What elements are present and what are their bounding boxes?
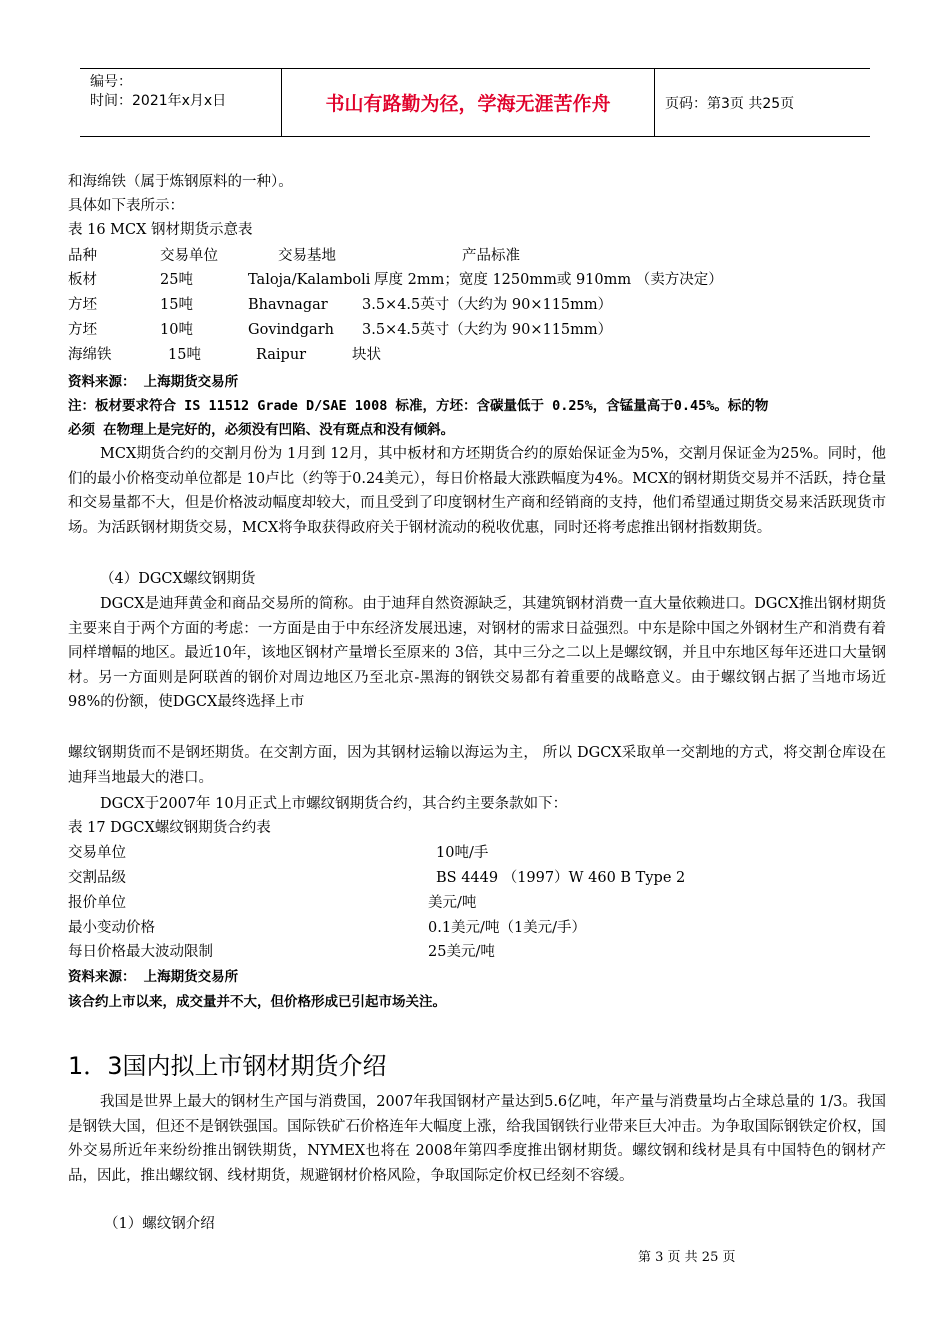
header-page-number: 页码：第3页 共25页 [665, 95, 795, 112]
table16-cell: 方坯 [68, 297, 97, 313]
table16-cell: Taloja/Kalamboli [248, 272, 371, 288]
table17-source: 资料来源： 上海期货交易所 [68, 969, 239, 985]
table17-cell: 0.1美元/吨（1美元/手） [428, 920, 587, 936]
table16-cell: 15吨 [160, 297, 193, 313]
table16-cell: 3.5×4.5英寸（大约为 90×115mm） [362, 322, 613, 338]
table16-cell: 厚度 2mm；宽度 1250mm或 910mm （卖方决定） [374, 272, 723, 288]
dgcx-heading: （4）DGCX螺纹钢期货 [100, 571, 256, 587]
paragraph-dgcx-2: 螺纹钢期货而不是钢坯期货。在交割方面，因为其钢材运输以海运为主， 所以 DGCX采取单一交割地的方式，将交割仓库设在迪拜当地最大的港口。 [68, 745, 886, 786]
table16-note-line2: 必须 在物理上是完好的，必须没有凹陷、没有斑点和没有倾斜。 [68, 422, 455, 438]
table16-cell: 海绵铁 [68, 347, 112, 363]
header-motto: 书山有路勤为径，学海无涯苦作舟 [282, 69, 655, 136]
table16-caption: 表 16 MCX 钢材期货示意表 [68, 222, 253, 238]
table16-note-line1: 注：板材要求符合 IS 11512 Grade D/SAE 1008 标准，方坯：含碳量低于 0.25%，含锰量高于0.45%。标的物 [68, 398, 769, 414]
see-table-line: 具体如下表所示： [68, 198, 184, 214]
paragraph-domestic: 我国是世界上最大的钢材生产国与消费国，2007年我国钢材产量达到5.6亿吨，年产量与消费量均占全球总量的 1/3。我国是钢铁大国，但还不是钢铁强国。国际铁矿石价格连年大幅度上涨，给我国钢铁行业带来巨大冲击。为争取国际钢铁定价权，国外交易所近年来纷纷推出钢铁期货，NYMEX也将在 2008年第四季度推出钢材期货。螺纹钢和线材是具有中国特色的钢材产品，因此，推出螺纹钢、线材期货，规避钢材价格风险，争取国际定价权已经刻不容缓。 [68, 1094, 886, 1184]
page-header [80, 68, 870, 137]
table17-cell: 交易单位 [68, 845, 126, 861]
table16-cell: 10吨 [160, 322, 193, 338]
table16-source: 资料来源： 上海期货交易所 [68, 374, 239, 390]
sub-heading: （1）螺纹钢介绍 [104, 1216, 215, 1232]
table17-cell: 美元/吨 [428, 895, 477, 911]
table17-cell: 报价单位 [68, 895, 126, 911]
table17-cell: BS 4449 （1997）W 460 B Type 2 [436, 870, 686, 886]
table16-header: 产品标准 [462, 248, 520, 264]
code-label: 编号： [90, 74, 132, 90]
table16-header: 交易基地 [278, 248, 336, 264]
table16-header: 交易单位 [160, 248, 218, 264]
page-footer: 第 3 页 共 25 页 [638, 1250, 736, 1265]
table17-caption: 表 17 DGCX螺纹钢期货合约表 [68, 820, 271, 836]
table17-cell: 最小变动价格 [68, 920, 155, 936]
paragraph-dgcx-3: DGCX于2007年 10月正式上市螺纹钢期货合约，其合约主要条款如下： [100, 796, 568, 812]
table16-cell: Raipur [256, 347, 307, 363]
table17-cell: 每日价格最大波动限制 [68, 944, 213, 960]
table16-cell: 15吨 [168, 347, 201, 363]
table16-cell: 板材 [68, 272, 97, 288]
table16-cell: 3.5×4.5英寸（大约为 90×115mm） [362, 297, 613, 313]
paragraph-mcx: MCX期货合约的交割月份为 1月到 12月，其中板材和方坯期货合约的原始保证金为5%，交割月保证金为25%。同时，他们的最小价格变动单位都是 10卢比（约等于0.24美元），每日价格最大涨跌幅度为4%。MCX的钢材期货交易并不活跃，持仓量和交易量都不大，但是价格波动幅度却较大，而且受到了印度钢材生产商和经销商的支持，他们希望通过期货交易来活跃现货市场。为活跃钢材期货交易，MCX将争取获得政府关于钢材流动的税收优惠，同时还将考虑推出钢材指数期货。 [68, 446, 886, 536]
table16-header: 品种 [68, 248, 97, 264]
paragraph-dgcx-1: DGCX是迪拜黄金和商品交易所的简称。由于迪拜自然资源缺乏，其建筑钢材消费一直大量依赖进口。DGCX推出钢材期货主要来自于两个方面的考虑：一方面是由于中东经济发展迅速，对钢材的需求日益强烈。中东是除中国之外钢材生产和消费有着同样增幅的地区。最近10年，该地区钢材产量增长至原来的 3倍，其中三分之二以上是螺纹钢，并且中东地区每年还进口大量钢材。另一方面则是阿联酋的钢价对周边地区乃至北京-黑海的钢铁交易都有着重要的战略意义。由于螺纹钢占据了当地市场近98%的份额，使DGCX最终选择上市 [68, 596, 886, 710]
section-title: 1．3国内拟上市钢材期货介绍 [68, 1052, 387, 1080]
table17-cell: 交割品级 [68, 870, 126, 886]
table17-cell: 10吨/手 [436, 845, 489, 861]
table17-cell: 25美元/吨 [428, 944, 495, 960]
table16-cell: Bhavnagar [248, 297, 328, 313]
table16-cell: 25吨 [160, 272, 193, 288]
header-info [80, 69, 282, 136]
table16-cell: 块状 [352, 347, 381, 363]
time-label: 时间：2021年x月x日 [90, 93, 227, 109]
table16-cell: 方坯 [68, 322, 97, 338]
table17-remark: 该合约上市以来，成交量并不大，但价格形成已引起市场关注。 [68, 994, 446, 1010]
intro-line: 和海绵铁（属于炼钢原料的一种）。 [68, 174, 293, 190]
table16-cell: Govindgarh [248, 322, 334, 338]
